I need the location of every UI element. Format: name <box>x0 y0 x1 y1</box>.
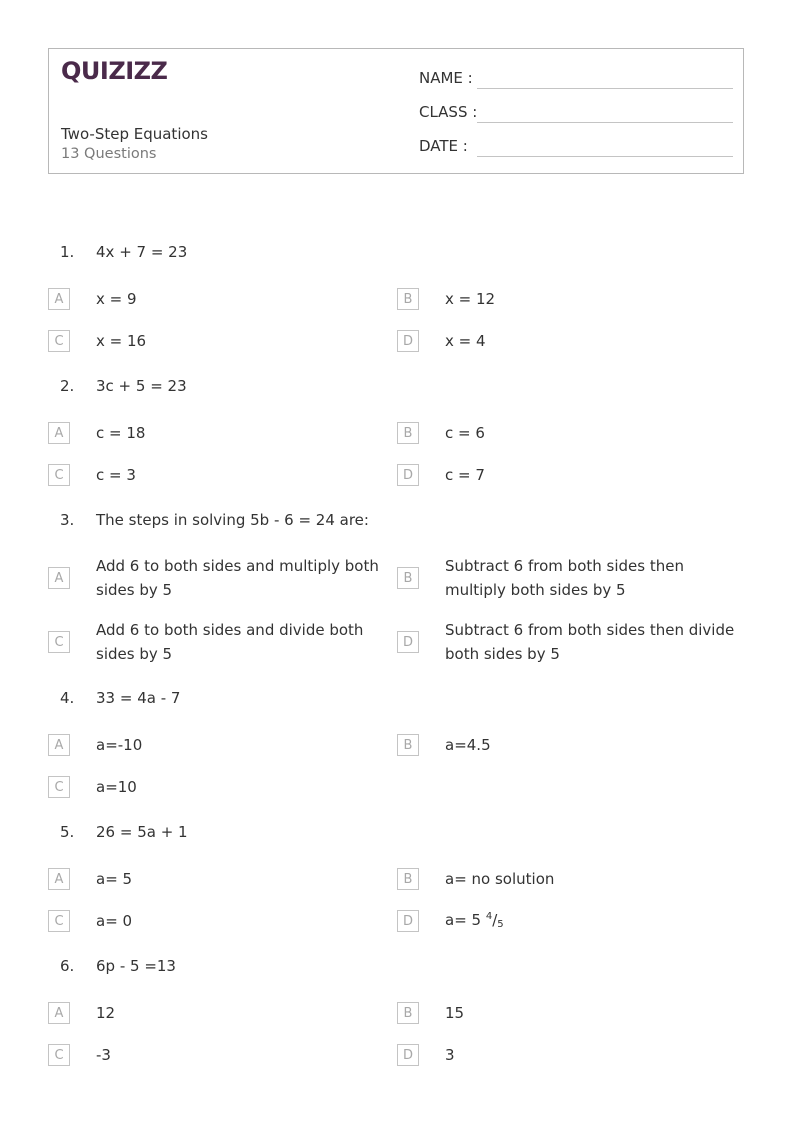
option-letter-box[interactable]: B <box>397 868 419 890</box>
answer-options <box>48 546 748 674</box>
option-text <box>96 775 396 799</box>
question-text: 4x + 7 = 23 <box>96 243 188 261</box>
option-letter-box[interactable]: D <box>397 464 419 486</box>
option-b[interactable] <box>397 546 746 610</box>
fraction-denominator: 5 <box>497 919 504 930</box>
option-value: Add 6 to both sides and multiply both sides by 5 <box>96 557 379 599</box>
option-letter-box[interactable]: C <box>48 1044 70 1066</box>
option-d[interactable] <box>397 900 746 942</box>
option-value: a=4.5 <box>445 736 491 754</box>
option-letter-box[interactable]: A <box>48 288 70 310</box>
option-b[interactable] <box>397 992 746 1034</box>
option-b[interactable] <box>397 858 746 900</box>
option-text <box>445 905 745 937</box>
option-text <box>96 554 396 602</box>
worksheet-title: Two-Step Equations <box>61 125 208 143</box>
option-text <box>445 463 745 487</box>
option-a[interactable] <box>48 412 397 454</box>
option-letter-box[interactable]: D <box>397 1044 419 1066</box>
question-2 <box>48 370 748 402</box>
option-letter-box[interactable]: D <box>397 330 419 352</box>
option-value: a= no solution <box>445 870 555 888</box>
question-4 <box>48 682 748 714</box>
option-letter-box[interactable]: B <box>397 288 419 310</box>
option-text <box>96 909 396 933</box>
option-letter-box[interactable]: B <box>397 422 419 444</box>
option-text <box>96 1043 396 1067</box>
question-number: 4. <box>60 689 75 707</box>
option-letter-box[interactable]: A <box>48 868 70 890</box>
option-value: 15 <box>445 1004 465 1022</box>
option-letter-box[interactable]: B <box>397 567 419 589</box>
option-text <box>445 1043 745 1067</box>
option-c[interactable] <box>48 610 397 674</box>
option-d[interactable] <box>397 454 746 496</box>
date-line[interactable] <box>477 156 733 157</box>
option-value: x = 4 <box>445 332 486 350</box>
answer-options <box>48 992 748 1076</box>
answer-options <box>48 724 748 808</box>
question-text: 3c + 5 = 23 <box>96 377 187 395</box>
option-value: a=-10 <box>96 736 143 754</box>
option-letter-box[interactable]: A <box>48 422 70 444</box>
option-text <box>445 287 745 311</box>
option-text <box>96 733 396 757</box>
question-number: 3. <box>60 511 75 529</box>
option-letter-box[interactable]: C <box>48 464 70 486</box>
option-a[interactable] <box>48 546 397 610</box>
option-d[interactable] <box>397 320 746 362</box>
option-value: c = 7 <box>445 466 485 484</box>
option-text <box>445 618 745 666</box>
option-letter-box[interactable]: B <box>397 734 419 756</box>
option-b[interactable] <box>397 724 746 766</box>
option-b[interactable] <box>397 278 746 320</box>
option-text <box>445 1001 745 1025</box>
quizizz-logo: QUIZIZZ <box>61 57 168 85</box>
option-value: x = 16 <box>96 332 147 350</box>
question-1 <box>48 236 748 268</box>
option-value: c = 3 <box>96 466 136 484</box>
option-value: x = 12 <box>445 290 496 308</box>
option-a[interactable] <box>48 724 397 766</box>
option-c[interactable] <box>48 1034 397 1076</box>
name-label: NAME : <box>419 69 473 87</box>
option-d[interactable] <box>397 1034 746 1076</box>
option-a[interactable] <box>48 278 397 320</box>
name-line[interactable] <box>477 88 733 89</box>
option-text <box>96 463 396 487</box>
option-text <box>445 554 745 602</box>
question-6 <box>48 950 748 982</box>
option-letter-box[interactable]: D <box>397 910 419 932</box>
option-value: 12 <box>96 1004 116 1022</box>
class-line[interactable] <box>477 122 733 123</box>
option-value: a= 5 <box>445 911 482 929</box>
option-value: Subtract 6 from both sides then divide both sides by 5 <box>445 621 735 663</box>
question-5 <box>48 816 748 848</box>
question-list <box>48 236 748 1084</box>
option-value: Add 6 to both sides and divide both sides by 5 <box>96 621 364 663</box>
option-c[interactable] <box>48 454 397 496</box>
option-c[interactable] <box>48 766 397 808</box>
date-field[interactable] <box>419 135 733 157</box>
answer-options <box>48 278 748 362</box>
question-count: 13 Questions <box>61 146 157 162</box>
option-value: 3 <box>445 1046 455 1064</box>
option-letter-box[interactable]: D <box>397 631 419 653</box>
option-value: -3 <box>96 1046 111 1064</box>
option-text <box>96 867 396 891</box>
name-field[interactable] <box>419 67 733 89</box>
question-number: 1. <box>60 243 75 261</box>
fraction-numerator: 4 <box>485 911 493 922</box>
option-value: a= 0 <box>96 912 133 930</box>
answer-options <box>48 858 748 942</box>
question-number: 6. <box>60 957 75 975</box>
option-d[interactable] <box>397 610 746 674</box>
option-a[interactable] <box>48 992 397 1034</box>
option-text <box>445 421 745 445</box>
answer-options <box>48 412 748 496</box>
option-text <box>96 618 396 666</box>
option-text <box>445 733 745 757</box>
option-value: c = 6 <box>445 424 485 442</box>
question-number: 2. <box>60 377 75 395</box>
question-text: 33 = 4a - 7 <box>96 689 181 707</box>
option-a[interactable] <box>48 858 397 900</box>
class-field[interactable] <box>419 101 733 123</box>
option-value: Subtract 6 from both sides then multiply both sides by 5 <box>445 557 684 599</box>
option-value: a=10 <box>96 778 137 796</box>
option-value: x = 9 <box>96 290 137 308</box>
option-letter-box[interactable]: A <box>48 1002 70 1024</box>
option-letter-box[interactable]: C <box>48 631 70 653</box>
fraction: $^4/_5$ <box>485 911 504 930</box>
option-letter-box[interactable]: C <box>48 330 70 352</box>
option-text <box>445 329 745 353</box>
option-c[interactable] <box>48 320 397 362</box>
date-label: DATE : <box>419 137 468 155</box>
question-text: The steps in solving 5b - 6 = 24 are: <box>96 511 369 529</box>
option-text <box>96 287 396 311</box>
option-text <box>96 421 396 445</box>
option-letter-box[interactable]: C <box>48 776 70 798</box>
question-text: 26 = 5a + 1 <box>96 823 188 841</box>
option-text <box>96 1001 396 1025</box>
option-b[interactable] <box>397 412 746 454</box>
question-3 <box>48 504 748 536</box>
option-letter-box[interactable]: A <box>48 734 70 756</box>
option-text <box>445 867 745 891</box>
option-letter-box[interactable]: A <box>48 567 70 589</box>
option-letter-box[interactable]: C <box>48 910 70 932</box>
option-text <box>96 329 396 353</box>
option-letter-box[interactable]: B <box>397 1002 419 1024</box>
question-text: 6p - 5 =13 <box>96 957 176 975</box>
class-label: CLASS : <box>419 103 478 121</box>
option-c[interactable] <box>48 900 397 942</box>
worksheet-header <box>48 48 744 174</box>
option-value: a= 5 <box>96 870 133 888</box>
option-value: c = 18 <box>96 424 146 442</box>
question-number: 5. <box>60 823 75 841</box>
